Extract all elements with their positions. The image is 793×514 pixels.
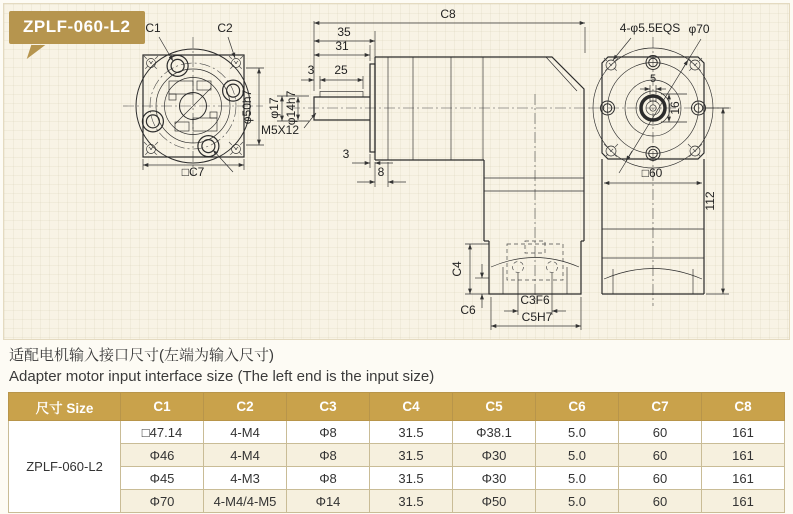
table-row (9, 444, 785, 467)
table-cell: 5.0 (536, 421, 619, 444)
dimension-label: 31 (335, 39, 349, 53)
side-view (277, 21, 593, 330)
table-header-cell: C7 (619, 393, 702, 421)
table-cell: Φ14 (287, 490, 370, 513)
caption-block (9, 346, 434, 387)
table-header-cell: C6 (536, 393, 619, 421)
table-header-cell: C2 (204, 393, 287, 421)
table-cell: 161 (702, 490, 785, 513)
caption-chinese: 适配电机输入接口尺寸(左端为输入尺寸) (9, 347, 274, 364)
table-cell: 4-M4/4-M5 (204, 490, 287, 513)
dimension-label: C3F6 (520, 293, 550, 307)
dimension-label: 5 (649, 73, 657, 85)
table-header-row (9, 393, 785, 421)
drawing-panel (3, 3, 790, 340)
table-cell: Φ8 (287, 444, 370, 467)
table-cell: Φ45 (121, 467, 204, 490)
dimension-label: 16 (668, 101, 682, 115)
table-cell: 4-M3 (204, 467, 287, 490)
table-header-cell: C4 (370, 393, 453, 421)
model-badge-tail (27, 45, 60, 59)
table-cell: 60 (619, 421, 702, 444)
model-badge: ZPLF-060-L2 (9, 11, 145, 44)
dimension-label: C8 (440, 7, 456, 21)
table-cell: Φ70 (121, 490, 204, 513)
table-cell: Φ8 (287, 421, 370, 444)
dimension-label: φ50h7 (240, 89, 254, 125)
dimension-label: φ17 (267, 97, 281, 119)
dimension-label: C4 (450, 261, 464, 277)
table-cell: 5.0 (536, 444, 619, 467)
dimension-label: 8 (377, 165, 385, 179)
dimension-label: 4-φ5.5EQS (619, 21, 681, 35)
dimension-label: C6 (460, 303, 476, 317)
dimension-label: 35 (337, 25, 351, 39)
table-cell: Φ38.1 (453, 421, 536, 444)
table-cell: 5.0 (536, 467, 619, 490)
table-header-cell: C8 (702, 393, 785, 421)
technical-drawing (4, 4, 791, 339)
table-cell: 31.5 (370, 467, 453, 490)
table-cell: Φ30 (453, 467, 536, 490)
table-row (9, 467, 785, 490)
dimension-label: C5H7 (521, 310, 553, 324)
table-cell: □47.14 (121, 421, 204, 444)
table-cell: 161 (702, 421, 785, 444)
caption-english: Adapter motor input interface size (The left end is the input size) (9, 368, 435, 385)
table-cell: 31.5 (370, 421, 453, 444)
table-cell: Φ8 (287, 467, 370, 490)
table-row (9, 421, 785, 444)
table-cell: 31.5 (370, 490, 453, 513)
dimension-label: φ70 (688, 22, 710, 36)
dimension-label: □60 (641, 166, 663, 180)
table-cell: Φ30 (453, 444, 536, 467)
table-header-cell: 尺寸 Size (9, 393, 121, 421)
table-cell: 60 (619, 444, 702, 467)
table-cell: 60 (619, 467, 702, 490)
table-cell: 161 (702, 444, 785, 467)
table-cell: Φ46 (121, 444, 204, 467)
table-header-cell: C5 (453, 393, 536, 421)
dimension-label: φ14h7 (284, 90, 298, 126)
dimension-label: C2 (217, 21, 233, 35)
table-header-cell: C1 (121, 393, 204, 421)
dimension-label: □C7 (181, 165, 205, 179)
table-cell: 4-M4 (204, 444, 287, 467)
dimension-label: 3 (307, 63, 315, 77)
dimension-table (8, 392, 785, 513)
table-cell: 5.0 (536, 490, 619, 513)
table-cell: 60 (619, 490, 702, 513)
dimension-label: 112 (703, 191, 717, 211)
dimension-label: C1 (145, 21, 161, 35)
table-header-cell: C3 (287, 393, 370, 421)
dimension-label: 25 (334, 63, 348, 77)
table-row (9, 490, 785, 513)
table-cell: 161 (702, 467, 785, 490)
table-row-group-label: ZPLF-060-L2 (9, 421, 121, 513)
table-cell: 31.5 (370, 444, 453, 467)
dimension-label: M5X12 (260, 123, 300, 137)
table-cell: Φ50 (453, 490, 536, 513)
table-cell: 4-M4 (204, 421, 287, 444)
dimension-label: 3 (342, 147, 350, 161)
